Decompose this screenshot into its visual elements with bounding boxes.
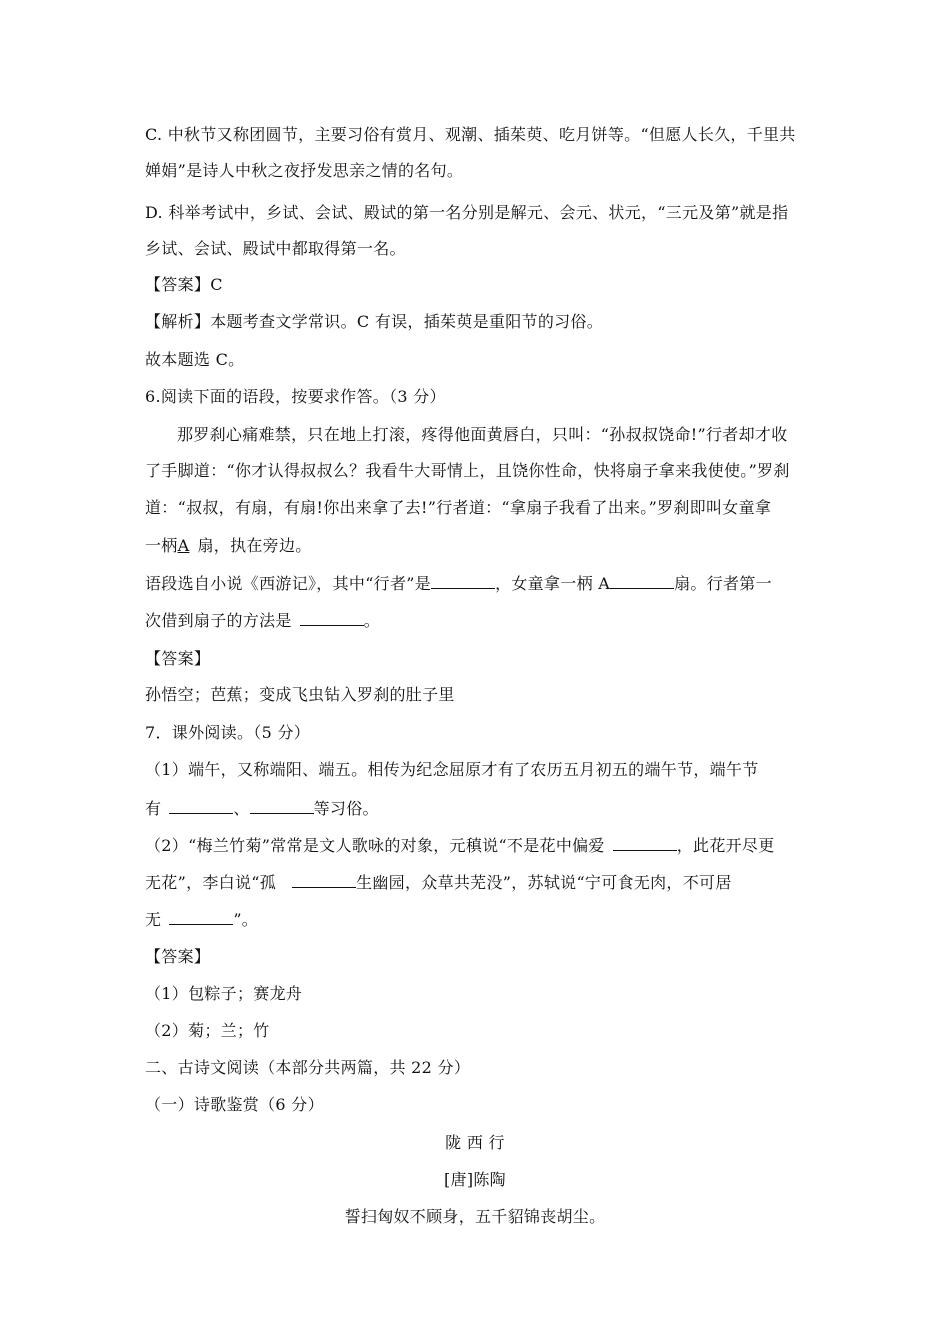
question-7-2-line2: 无花”，李白说“孤 生幽园，众草共芜没”，苏轼说“宁可食无肉，不可居 [145, 873, 732, 892]
poem-line1: 誓扫匈奴不顾身，五千貂锦丧胡尘。 [344, 1207, 606, 1226]
answer-6: 孙悟空；芭蕉；变成飞虫钻入罗刹的肚子里 [145, 685, 455, 704]
answer-blank[interactable] [169, 908, 233, 925]
question-7-1-line1: （1）端午，又称端阳、端五。相传为纪念屈原才有了农历五月初五的端午节，端午节 [145, 760, 759, 779]
poem-author: [唐]陈陶 [444, 1170, 506, 1189]
question-7-heading: 7．课外阅读。（5 分） [145, 723, 311, 742]
answer-blank[interactable] [169, 797, 233, 814]
answer-blank[interactable] [613, 834, 677, 851]
option-d-line2: 乡试、会试、殿试中都取得第一名。 [145, 239, 406, 258]
subsection-1-heading: （一）诗歌鉴赏（6 分） [145, 1095, 324, 1114]
answer-7-2: （2）菊；兰；竹 [145, 1021, 270, 1040]
answer-5: 【答案】C [145, 275, 223, 294]
question-6-prompt-line1: 语段选自小说《西游记》，其中“行者”是 ，女童拿一柄 A 扇。行者第一 [145, 574, 772, 593]
answer-7-1: （1）包粽子；赛龙舟 [145, 984, 303, 1003]
passage-line4 [145, 535, 813, 557]
poem-title: 陇 西 行 [445, 1133, 505, 1152]
question-7-2-line1: （2）“梅兰竹菊”常常是文人歌咏的对象，元稹说“不是花中偏爱 ，此花开尽更 [145, 836, 775, 855]
option-c-line1: C. 中秋节又称团圆节，主要习俗有赏月、观潮、插茱萸、吃月饼等。“但愿人长久，千里共 [145, 125, 796, 144]
answer-blank[interactable] [250, 797, 314, 814]
passage-line1: 那罗刹心痛难禁，只在地上打滚，疼得他面黄唇白，只叫：“孙叔叔饶命!”行者却才收 [177, 425, 788, 444]
passage-a-marker: A [177, 536, 190, 555]
answer-blank[interactable] [610, 572, 674, 589]
option-d-line1: D. 科举考试中，乡试、会试、殿试的第一名分别是解元、会元、状元，“三元及第”就是指 [145, 203, 789, 222]
option-c-line2: 婵娟”是诗人中秋之夜抒发思亲之情的名句。 [145, 161, 464, 180]
question-6-heading: 6.阅读下面的语段，按要求作答。（3 分） [145, 387, 446, 406]
conclusion-5: 故本题选 C。 [145, 350, 245, 369]
passage-line4-end: 扇，执在旁边。 [197, 536, 312, 555]
passage-line4-start: 一柄 [145, 536, 178, 555]
answer-blank[interactable] [292, 871, 356, 888]
analysis-5: 【解析】本题考查文学常识。C 有误，插茱萸是重阳节的习俗。 [145, 312, 604, 331]
passage-line2: 了手脚道：“你才认得叔叔么？我看牛大哥情上，且饶你性命，快将扇子拿来我使使。”罗刹 [145, 461, 790, 480]
answer-blank[interactable] [431, 572, 495, 589]
section-2-heading: 二、古诗文阅读（本部分共两篇，共 22 分） [145, 1058, 471, 1077]
answer-blank[interactable] [300, 609, 364, 626]
question-7-1-line2: 有 、 等习俗。 [145, 799, 379, 818]
answer-6-label: 【答案】 [145, 649, 211, 668]
answer-7-label: 【答案】 [145, 947, 211, 966]
passage-line3: 道：“叔叔，有扇，有扇!你出来拿了去!”行者道：“拿扇子我看了出来。”罗刹即叫女童拿 [145, 498, 772, 517]
question-7-2-line3: 无 ”。 [145, 910, 259, 929]
question-6-prompt-line2: 次借到扇子的方法是 。 [145, 611, 381, 630]
